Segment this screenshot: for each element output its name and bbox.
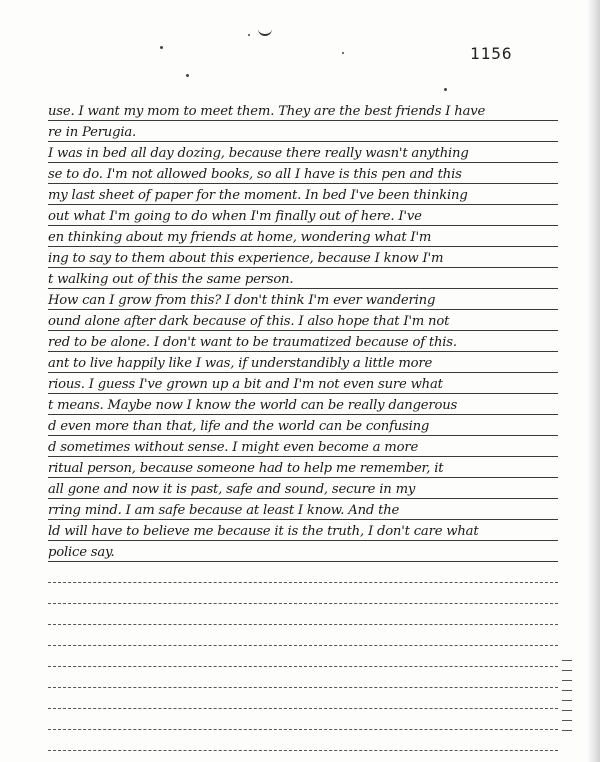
handwritten-line-text: se to do. I'm not allowed books, so all I have is this pen and this [48,167,462,182]
ruled-line [48,499,558,520]
scan-edge [586,0,600,762]
speck [444,88,447,91]
ruled-line [48,520,558,541]
ruled-line [48,163,558,184]
ruled-line [48,583,558,604]
ruled-line [48,730,558,751]
ruled-line [48,205,558,226]
ruled-line [48,247,558,268]
handwritten-lines [48,100,558,762]
handwritten-line-text: all gone and now it is past, safe and sound, secure in my [48,482,416,497]
handwritten-line-text: rring mind. I am safe because at least I know. And the [48,503,400,518]
top-pen-mark [258,28,272,36]
ruled-line [48,331,558,352]
ruled-line [48,226,558,247]
handwritten-line-text: t means. Maybe now I know the world can be really dangerous [48,398,458,413]
margin-ticks [562,660,576,740]
ruled-line [48,625,558,646]
handwritten-line-text: rious. I guess I've grown up a bit and I'm not even sure what [48,377,443,392]
ruled-line [48,688,558,709]
handwritten-line-text: ld will have to believe me because it is the truth, I don't care what [48,524,479,539]
handwritten-line-text: out what I'm going to do when I'm finally out of here. I've [48,209,422,224]
handwritten-line-text: t walking out of this the same person. [48,272,294,287]
ruled-line [48,541,558,562]
handwritten-line-text: How can I grow from this? I don't think I'm ever wandering [48,293,436,308]
handwritten-line-text: ritual person, because someone had to help me remember, it [48,461,444,476]
handwritten-line-text: use. I want my mom to meet them. They are the best friends I have [48,104,486,119]
ruled-line [48,562,558,583]
handwritten-line-text: ant to live happily like I was, if understandibly a little more [48,356,433,371]
handwritten-line-text: my last sheet of paper for the moment. In bed I've been thinking [48,188,468,203]
ruled-line [48,184,558,205]
ruled-line [48,142,558,163]
page-number: 1156 [470,44,513,63]
ruled-line [48,415,558,436]
ruled-line [48,751,558,762]
handwritten-line-text: ound alone after dark because of this. I also hope that I'm not [48,314,450,329]
ruled-line [48,268,558,289]
speck [248,34,250,36]
ruled-line [48,604,558,625]
ruled-line [48,436,558,457]
ruled-line [48,373,558,394]
ruled-line [48,457,558,478]
ruled-line [48,289,558,310]
handwritten-line-text: re in Perugia. [48,125,136,140]
speck [186,74,189,77]
speck [160,46,163,49]
ruled-line [48,352,558,373]
ruled-line [48,478,558,499]
handwritten-line-text: red to be alone. I don't want to be traumatized because of this. [48,335,457,350]
ruled-line [48,121,558,142]
ruled-line [48,100,558,121]
ruled-line [48,709,558,730]
handwritten-line-text: I was in bed all day dozing, because there really wasn't anything [48,146,469,161]
handwritten-line-text: d even more than that, life and the world can be confusing [48,419,430,434]
ruled-line [48,646,558,667]
ruled-line [48,667,558,688]
handwritten-line-text: police say. [48,545,115,560]
ruled-line [48,310,558,331]
handwritten-line-text: d sometimes without sense. I might even become a more [48,440,419,455]
handwritten-line-text: en thinking about my friends at home, wondering what I'm [48,230,432,245]
handwritten-line-text: ing to say to them about this experience, because I know I'm [48,251,444,266]
speck [342,52,344,54]
ruled-line [48,394,558,415]
